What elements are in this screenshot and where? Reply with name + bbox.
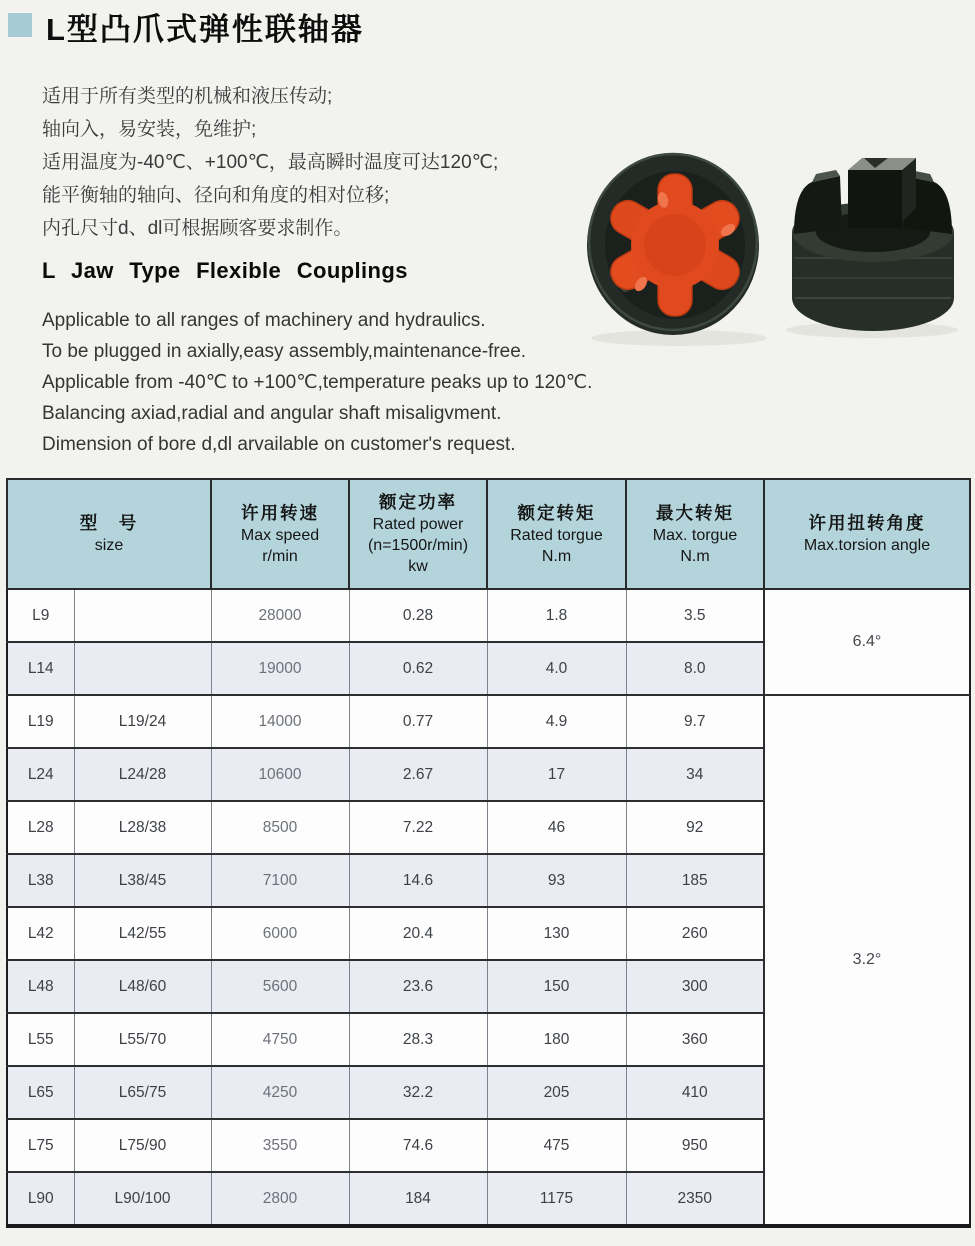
cell-torsion-angle: 3.2°: [764, 695, 970, 1226]
cell-max-torque: 8.0: [626, 642, 764, 695]
cell-rated-torque: 1175: [487, 1172, 626, 1226]
cell-rated-power: 2.67: [349, 748, 487, 801]
cell-size: L38: [7, 854, 74, 907]
cell-size-combined: [74, 642, 211, 695]
cell-rated-power: 74.6: [349, 1119, 487, 1172]
cell-rated-torque: 46: [487, 801, 626, 854]
intro-en-line: Applicable from -40℃ to +100℃,temperature peaks up to 120℃.: [42, 372, 593, 393]
cell-size: L24: [7, 748, 74, 801]
cell-size: L28: [7, 801, 74, 854]
cell-rated-power: 20.4: [349, 907, 487, 960]
intro-en-line: Balancing axiad,radial and angular shaft misaligvment.: [42, 403, 502, 424]
specs-table: [6, 478, 971, 1228]
col-header-rated-torque: 额定转矩 Rated torgue N.m: [487, 479, 626, 589]
cell-max-speed: 28000: [211, 589, 349, 642]
cell-rated-torque: 17: [487, 748, 626, 801]
cell-rated-power: 0.62: [349, 642, 487, 695]
col-header-max-torque: 最大转矩 Max. torgue N.m: [626, 479, 764, 589]
table-row: [7, 589, 970, 642]
cell-rated-torque: 93: [487, 854, 626, 907]
cell-size: L55: [7, 1013, 74, 1066]
cell-max-torque: 185: [626, 854, 764, 907]
cell-max-torque: 410: [626, 1066, 764, 1119]
cell-size: L9: [7, 589, 74, 642]
page-title-en: L Jaw Type Flexible Couplings: [42, 258, 408, 283]
cell-size: L42: [7, 907, 74, 960]
cell-max-speed: 5600: [211, 960, 349, 1013]
specs-table-body: [7, 589, 970, 1226]
cell-rated-power: 184: [349, 1172, 487, 1226]
header-row: [7, 479, 970, 589]
cell-max-speed: 14000: [211, 695, 349, 748]
cell-max-torque: 950: [626, 1119, 764, 1172]
cell-rated-torque: 180: [487, 1013, 626, 1066]
cell-size-combined: [74, 589, 211, 642]
col-header-max-speed: 许用转速 Max speed r/min: [211, 479, 349, 589]
cell-max-speed: 10600: [211, 748, 349, 801]
cell-size-combined: L24/28: [74, 748, 211, 801]
intro-cn-line: 适用于所有类型的机械和液压传动;: [42, 86, 333, 107]
cell-max-torque: 34: [626, 748, 764, 801]
cell-rated-torque: 1.8: [487, 589, 626, 642]
cell-max-torque: 3.5: [626, 589, 764, 642]
intro-en-line: Applicable to all ranges of machinery and hydraulics.: [42, 310, 486, 331]
cell-size-combined: L19/24: [74, 695, 211, 748]
intro-cn-line: 内孔尺寸d、dl可根据顾客要求制作。: [42, 218, 353, 239]
cell-rated-torque: 4.0: [487, 642, 626, 695]
page-title-cn: L型凸爪式弹性联轴器: [46, 12, 364, 47]
cell-size-combined: L90/100: [74, 1172, 211, 1226]
cell-max-speed: 7100: [211, 854, 349, 907]
intro-en-line: To be plugged in axially,easy assembly,maintenance-free.: [42, 341, 527, 362]
cell-max-speed: 6000: [211, 907, 349, 960]
cell-rated-torque: 205: [487, 1066, 626, 1119]
cell-size: L14: [7, 642, 74, 695]
cell-rated-power: 14.6: [349, 854, 487, 907]
col-header-torsion-angle: 许用扭转角度 Max.torsion angle: [764, 479, 970, 589]
cell-max-speed: 4250: [211, 1066, 349, 1119]
cell-size-combined: L28/38: [74, 801, 211, 854]
cell-max-torque: 92: [626, 801, 764, 854]
intro-cn: [42, 80, 498, 245]
cell-size: L19: [7, 695, 74, 748]
cell-max-speed: 4750: [211, 1013, 349, 1066]
jaw-coupling-photo: [772, 132, 972, 340]
cell-rated-power: 28.3: [349, 1013, 487, 1066]
cell-size: L65: [7, 1066, 74, 1119]
intro-en: [42, 305, 592, 460]
cell-size: L48: [7, 960, 74, 1013]
intro-cn-line: 轴向入，易安装，免维护;: [42, 119, 257, 140]
cell-max-speed: 19000: [211, 642, 349, 695]
title-bullet-square: [8, 13, 32, 37]
col-header-rated-power: 额定功率 Rated power (n=1500r/min) kw: [349, 479, 487, 589]
col-header-size: 型 号 size: [7, 479, 211, 589]
intro-cn-line: 适用温度为-40℃、+100℃，最高瞬时温度可达120℃;: [42, 152, 499, 173]
cell-rated-torque: 130: [487, 907, 626, 960]
cell-rated-power: 23.6: [349, 960, 487, 1013]
cell-size-combined: L75/90: [74, 1119, 211, 1172]
cell-rated-torque: 150: [487, 960, 626, 1013]
cell-max-torque: 9.7: [626, 695, 764, 748]
cell-size-combined: L48/60: [74, 960, 211, 1013]
spider-coupling-photo: [583, 138, 778, 350]
cell-size-combined: L65/75: [74, 1066, 211, 1119]
cell-max-torque: 260: [626, 907, 764, 960]
cell-max-torque: 360: [626, 1013, 764, 1066]
cell-rated-power: 32.2: [349, 1066, 487, 1119]
cell-max-torque: 2350: [626, 1172, 764, 1226]
cell-size-combined: L38/45: [74, 854, 211, 907]
cell-max-speed: 8500: [211, 801, 349, 854]
cell-size-combined: L42/55: [74, 907, 211, 960]
cell-max-speed: 3550: [211, 1119, 349, 1172]
cell-rated-torque: 475: [487, 1119, 626, 1172]
cell-size: L75: [7, 1119, 74, 1172]
cell-rated-torque: 4.9: [487, 695, 626, 748]
intro-en-line: Dimension of bore d,dl arvailable on customer's request.: [42, 434, 516, 455]
cell-rated-power: 7.22: [349, 801, 487, 854]
cell-max-speed: 2800: [211, 1172, 349, 1226]
cell-rated-power: 0.77: [349, 695, 487, 748]
cell-rated-power: 0.28: [349, 589, 487, 642]
cell-size: L90: [7, 1172, 74, 1226]
intro-cn-line: 能平衡轴的轴向、径向和角度的相对位移;: [42, 185, 390, 206]
table-row: [7, 695, 970, 748]
cell-size-combined: L55/70: [74, 1013, 211, 1066]
cell-max-torque: 300: [626, 960, 764, 1013]
cell-torsion-angle: 6.4°: [764, 589, 970, 695]
